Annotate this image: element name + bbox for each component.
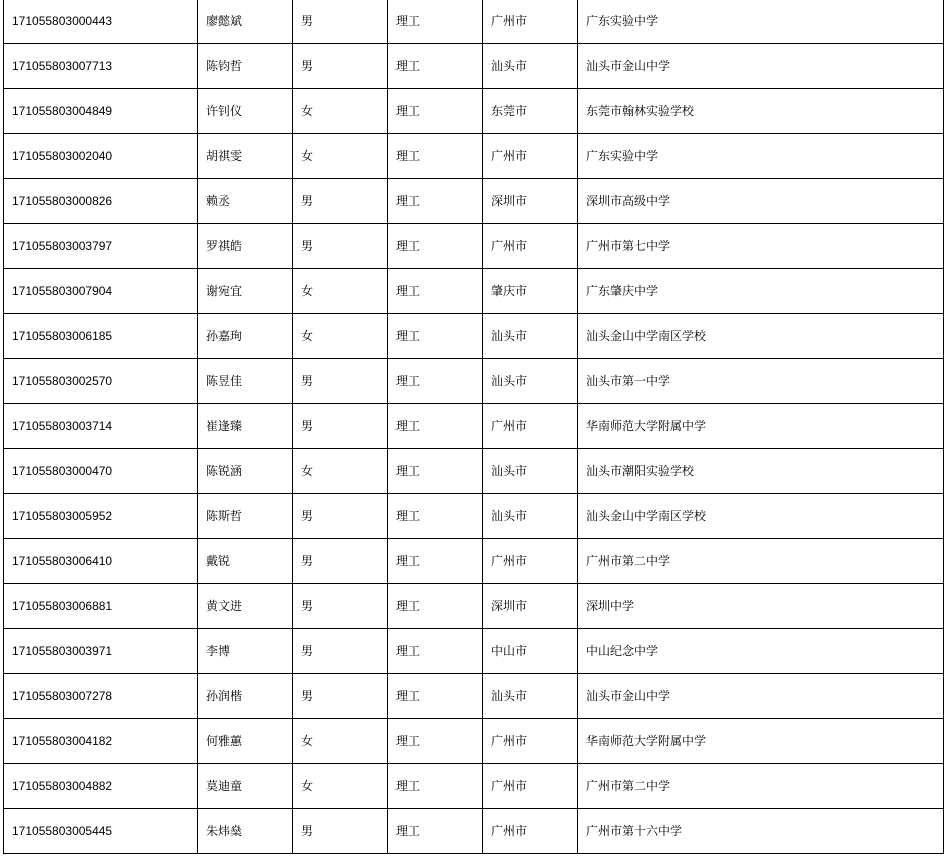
table-row — [4, 674, 944, 719]
table-row — [4, 44, 944, 89]
gender-cell: 男 — [293, 359, 388, 404]
city-cell: 汕头市 — [483, 494, 578, 539]
school-cell: 广东实验中学 — [578, 0, 944, 44]
table-row — [4, 719, 944, 764]
student-table — [3, 0, 944, 854]
subject-type-cell: 理工 — [388, 584, 483, 629]
city-cell: 汕头市 — [483, 314, 578, 359]
gender-cell: 男 — [293, 584, 388, 629]
student-name-cell: 戴锐 — [198, 539, 293, 584]
subject-type-cell: 理工 — [388, 539, 483, 584]
city-cell: 广州市 — [483, 539, 578, 584]
exam-number-cell: 171055803006881 — [4, 584, 198, 629]
school-cell: 深圳市高级中学 — [578, 179, 944, 224]
gender-cell: 女 — [293, 134, 388, 179]
school-cell: 广东肇庆中学 — [578, 269, 944, 314]
exam-number-cell: 171055803000470 — [4, 449, 198, 494]
subject-type-cell: 理工 — [388, 404, 483, 449]
city-cell: 广州市 — [483, 719, 578, 764]
subject-type-cell: 理工 — [388, 449, 483, 494]
gender-cell: 男 — [293, 224, 388, 269]
city-cell: 肇庆市 — [483, 269, 578, 314]
city-cell: 汕头市 — [483, 359, 578, 404]
subject-type-cell: 理工 — [388, 809, 483, 854]
student-name-cell: 陈斯哲 — [198, 494, 293, 539]
gender-cell: 女 — [293, 764, 388, 809]
gender-cell: 女 — [293, 719, 388, 764]
school-cell: 华南师范大学附属中学 — [578, 719, 944, 764]
exam-number-cell: 171055803003971 — [4, 629, 198, 674]
student-name-cell: 孙嘉珣 — [198, 314, 293, 359]
subject-type-cell: 理工 — [388, 179, 483, 224]
school-cell: 汕头金山中学南区学校 — [578, 314, 944, 359]
school-cell: 广州市第七中学 — [578, 224, 944, 269]
gender-cell: 女 — [293, 89, 388, 134]
exam-number-cell: 171055803002570 — [4, 359, 198, 404]
table-row — [4, 404, 944, 449]
city-cell: 广州市 — [483, 0, 578, 44]
subject-type-cell: 理工 — [388, 629, 483, 674]
subject-type-cell: 理工 — [388, 719, 483, 764]
city-cell: 中山市 — [483, 629, 578, 674]
student-name-cell: 崔逢臻 — [198, 404, 293, 449]
table-row — [4, 314, 944, 359]
table-row — [4, 0, 944, 44]
table-row — [4, 359, 944, 404]
table-row — [4, 134, 944, 179]
gender-cell: 男 — [293, 179, 388, 224]
subject-type-cell: 理工 — [388, 269, 483, 314]
gender-cell: 男 — [293, 539, 388, 584]
student-name-cell: 朱炜燊 — [198, 809, 293, 854]
student-name-cell: 胡祺雯 — [198, 134, 293, 179]
exam-number-cell: 171055803007278 — [4, 674, 198, 719]
student-name-cell: 许钊仪 — [198, 89, 293, 134]
table-row — [4, 629, 944, 674]
school-cell: 广东实验中学 — [578, 134, 944, 179]
city-cell: 汕头市 — [483, 44, 578, 89]
exam-number-cell: 171055803004882 — [4, 764, 198, 809]
student-name-cell: 李博 — [198, 629, 293, 674]
subject-type-cell: 理工 — [388, 314, 483, 359]
table-row — [4, 764, 944, 809]
table-body — [4, 0, 944, 854]
student-name-cell: 何雅蕙 — [198, 719, 293, 764]
table-row — [4, 494, 944, 539]
school-cell: 深圳中学 — [578, 584, 944, 629]
city-cell: 广州市 — [483, 764, 578, 809]
student-name-cell: 孙润楷 — [198, 674, 293, 719]
student-name-cell: 陈钧哲 — [198, 44, 293, 89]
table-row — [4, 224, 944, 269]
exam-number-cell: 171055803004182 — [4, 719, 198, 764]
table-row — [4, 89, 944, 134]
exam-number-cell: 171055803000826 — [4, 179, 198, 224]
student-name-cell: 陈锐涵 — [198, 449, 293, 494]
subject-type-cell: 理工 — [388, 44, 483, 89]
exam-number-cell: 171055803003797 — [4, 224, 198, 269]
exam-number-cell: 171055803003714 — [4, 404, 198, 449]
table-row — [4, 269, 944, 314]
exam-number-cell: 171055803005952 — [4, 494, 198, 539]
exam-number-cell: 171055803006185 — [4, 314, 198, 359]
exam-number-cell: 171055803000443 — [4, 0, 198, 44]
city-cell: 深圳市 — [483, 179, 578, 224]
gender-cell: 女 — [293, 269, 388, 314]
student-name-cell: 赖丞 — [198, 179, 293, 224]
subject-type-cell: 理工 — [388, 674, 483, 719]
city-cell: 汕头市 — [483, 449, 578, 494]
table-row — [4, 179, 944, 224]
city-cell: 汕头市 — [483, 674, 578, 719]
table-row — [4, 584, 944, 629]
city-cell: 广州市 — [483, 134, 578, 179]
city-cell: 深圳市 — [483, 584, 578, 629]
city-cell: 广州市 — [483, 224, 578, 269]
exam-number-cell: 171055803004849 — [4, 89, 198, 134]
school-cell: 华南师范大学附属中学 — [578, 404, 944, 449]
gender-cell: 男 — [293, 629, 388, 674]
gender-cell: 男 — [293, 494, 388, 539]
city-cell: 东莞市 — [483, 89, 578, 134]
school-cell: 广州市第十六中学 — [578, 809, 944, 854]
subject-type-cell: 理工 — [388, 89, 483, 134]
gender-cell: 男 — [293, 404, 388, 449]
table-row — [4, 449, 944, 494]
gender-cell: 男 — [293, 809, 388, 854]
subject-type-cell: 理工 — [388, 494, 483, 539]
student-name-cell: 罗祺皓 — [198, 224, 293, 269]
school-cell: 汕头市金山中学 — [578, 44, 944, 89]
gender-cell: 女 — [293, 449, 388, 494]
school-cell: 东莞市翰林实验学校 — [578, 89, 944, 134]
exam-number-cell: 171055803005445 — [4, 809, 198, 854]
subject-type-cell: 理工 — [388, 224, 483, 269]
school-cell: 汕头市金山中学 — [578, 674, 944, 719]
school-cell: 中山纪念中学 — [578, 629, 944, 674]
student-name-cell: 廖懿斌 — [198, 0, 293, 44]
exam-number-cell: 171055803006410 — [4, 539, 198, 584]
student-name-cell: 谢宛宜 — [198, 269, 293, 314]
school-cell: 广州市第二中学 — [578, 539, 944, 584]
student-name-cell: 黄文进 — [198, 584, 293, 629]
gender-cell: 男 — [293, 0, 388, 44]
subject-type-cell: 理工 — [388, 0, 483, 44]
city-cell: 广州市 — [483, 809, 578, 854]
school-cell: 广州市第二中学 — [578, 764, 944, 809]
subject-type-cell: 理工 — [388, 359, 483, 404]
student-name-cell: 莫迪童 — [198, 764, 293, 809]
subject-type-cell: 理工 — [388, 764, 483, 809]
gender-cell: 男 — [293, 674, 388, 719]
table-row — [4, 539, 944, 584]
table-row — [4, 809, 944, 854]
exam-number-cell: 171055803007904 — [4, 269, 198, 314]
school-cell: 汕头市潮阳实验学校 — [578, 449, 944, 494]
student-name-cell: 陈昱佳 — [198, 359, 293, 404]
gender-cell: 女 — [293, 314, 388, 359]
city-cell: 广州市 — [483, 404, 578, 449]
exam-number-cell: 171055803002040 — [4, 134, 198, 179]
gender-cell: 男 — [293, 44, 388, 89]
subject-type-cell: 理工 — [388, 134, 483, 179]
school-cell: 汕头市第一中学 — [578, 359, 944, 404]
exam-number-cell: 171055803007713 — [4, 44, 198, 89]
school-cell: 汕头金山中学南区学校 — [578, 494, 944, 539]
